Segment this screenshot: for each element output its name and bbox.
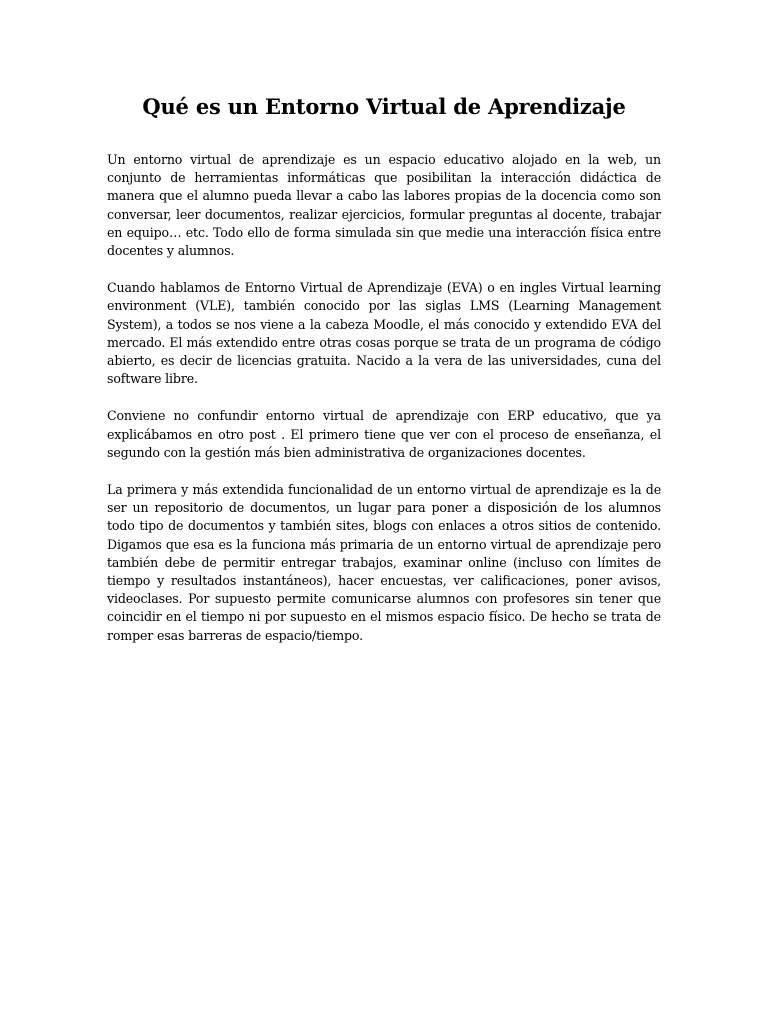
- paragraph-1: Un entorno virtual de aprendizaje es un espacio educativo alojado en la web, un conjunto de herramientas informáticas que posibilitan la interacción didáctica de manera que el alumno pueda llevar a cabo las labores propias de la docencia como son conversar, leer documentos, realizar ejercicios, formular preguntas al docente, trabajar en equipo… etc. Todo ello de forma simulada sin que medie una interacción física entre docentes y alumnos.: [107, 152, 661, 259]
- paragraph-4: La primera y más extendida funcionalidad de un entorno virtual de aprendizaje es la de ser un repositorio de documentos, un lugar para poner a disposición de los alumnos todo tipo de documentos y también sites, blogs con enlaces a otros sitios de contenido. Digamos que esa es la funciona más primaria de un entorno virtual de aprendizaje pero también debe de permitir entregar trabajos, examinar online (incluso con límites de tiempo y resultados instantáneos), hacer encuestas, ver calificaciones, poner avisos, videoclases. Por supuesto permite comunicarse alumnos con profesores sin tener que coincidir en el tiempo ni por supuesto en el mismos espacio físico. De hecho se trata de romper esas barreras de espacio/tiempo.: [107, 482, 661, 643]
- page-title: Qué es un Entorno Virtual de Aprendizaje: [142, 94, 626, 119]
- paragraph-3: Conviene no confundir entorno virtual de aprendizaje con ERP educativo, que ya explicábamos en otro post . El primero tiene que ver con el proceso de enseñanza, el segundo con la gestión más bien administrativa de organizaciones docentes.: [107, 408, 661, 460]
- document-body: [107, 151, 661, 664]
- paragraph-2: Cuando hablamos de Entorno Virtual de Aprendizaje (EVA) o en ingles Virtual learning environment (VLE), también conocido por las siglas LMS (Learning Management System), a todos se nos viene a la cabeza Moodle, el más conocido y extendido EVA del mercado. El más extendido entre otras cosas porque se trata de un programa de código abierto, es decir de licencias gratuita. Nacido a la vera de las universidades, cuna del software libre.: [107, 280, 661, 387]
